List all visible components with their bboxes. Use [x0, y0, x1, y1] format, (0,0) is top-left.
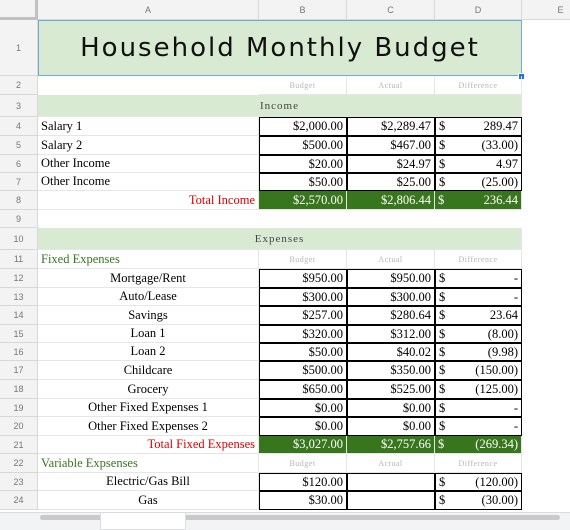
fixed-row-8-label[interactable]: Other Fixed Expenses 1 [38, 399, 259, 417]
variable-row-2-difference-value: (30.00) [481, 493, 518, 507]
fixed-row-3-difference[interactable] [435, 306, 522, 325]
fixed-row-6-label[interactable]: Childcare [38, 361, 259, 380]
total-fixed-expenses-label[interactable]: Total Fixed Expenses [38, 436, 259, 454]
total-fixed-expenses-currency: $ [438, 437, 445, 451]
fixed-row-9-difference[interactable] [435, 417, 522, 436]
fixed-row-8-budget[interactable]: $0.00 [259, 399, 347, 417]
row-header-24[interactable]: 24 [0, 491, 38, 510]
fixed-budget-head[interactable]: Budget [259, 250, 347, 269]
fixed-row-7-actual[interactable]: $525.00 [347, 380, 435, 399]
fixed-row-6-currency: $ [439, 363, 446, 377]
fixed-row-9-currency: $ [439, 419, 446, 433]
fixed-row-5-label[interactable]: Loan 2 [38, 343, 259, 361]
income-row-1-budget[interactable]: $2,000.00 [259, 117, 347, 136]
row-header-11[interactable]: 11 [0, 250, 38, 269]
variable-row-2-budget[interactable]: $30.00 [259, 491, 347, 510]
income-row-1-difference-value: 289.47 [483, 119, 518, 133]
income-actual-head[interactable]: Actual [347, 76, 435, 95]
row-header-12[interactable]: 12 [0, 269, 38, 288]
income-row-1-difference[interactable] [435, 117, 522, 136]
income-row-3-difference[interactable] [435, 155, 522, 173]
variable-row-2-currency: $ [439, 493, 446, 507]
row-header-21[interactable]: 21 [0, 436, 38, 454]
fixed-row-6-difference-value: (150.00) [475, 363, 518, 377]
income-section-title[interactable]: Income [38, 95, 522, 117]
fixed-row-3-label[interactable]: Savings [38, 306, 259, 325]
fixed-row-7-difference-value: (125.00) [475, 382, 518, 396]
income-row-3-difference-value: 4.97 [496, 156, 518, 171]
total-income-difference-value: 236.44 [483, 192, 518, 207]
fixed-row-8-actual[interactable]: $0.00 [347, 399, 435, 417]
column-header-C[interactable]: C [347, 0, 435, 20]
variable-expenses-title[interactable]: Variable Expsenses [38, 454, 259, 473]
income-row-1-actual[interactable]: $2,289.47 [347, 117, 435, 136]
sheet-bottom-bar [0, 512, 570, 530]
fixed-row-5-difference-value: (9.98) [487, 344, 518, 359]
fixed-row-4-label[interactable]: Loan 1 [38, 325, 259, 343]
variable-row-1-actual[interactable] [347, 473, 435, 491]
fixed-row-2-currency: $ [439, 289, 446, 304]
income-row-2-budget[interactable]: $500.00 [259, 136, 347, 155]
column-header-B[interactable]: B [259, 0, 347, 20]
fixed-row-3-actual[interactable]: $280.64 [347, 306, 435, 325]
income-row-3-label[interactable]: Other Income [38, 155, 259, 173]
fixed-row-4-budget[interactable]: $320.00 [259, 325, 347, 343]
fixed-row-2-label[interactable]: Auto/Lease [38, 288, 259, 306]
income-row-4-label[interactable]: Other Income [38, 173, 259, 191]
variable-row-2-label[interactable]: Gas [38, 491, 259, 510]
row-header-6[interactable]: 6 [0, 155, 38, 173]
fixed-row-9-label[interactable]: Other Fixed Expenses 2 [38, 417, 259, 436]
variable-row-1-currency: $ [439, 474, 446, 489]
row-header-8[interactable]: 8 [0, 191, 38, 210]
fixed-row-8-difference[interactable] [435, 399, 522, 417]
fixed-row-8-currency: $ [439, 400, 446, 415]
fixed-row-9-difference-value: - [513, 419, 518, 433]
row-header-13[interactable]: 13 [0, 288, 38, 306]
income-row-1-label[interactable]: Salary 1 [38, 117, 259, 136]
variable-budget-head[interactable]: Budget [259, 454, 347, 473]
fixed-actual-head[interactable]: Actual [347, 250, 435, 269]
income-budget-head[interactable]: Budget [259, 76, 347, 95]
row-header-22[interactable]: 22 [0, 454, 38, 473]
income-row-2-label[interactable]: Salary 2 [38, 136, 259, 155]
variable-row-1-budget[interactable]: $120.00 [259, 473, 347, 491]
income-row-4-difference[interactable] [435, 173, 522, 191]
fixed-row-9-actual[interactable]: $0.00 [347, 417, 435, 436]
income-row-3-actual[interactable]: $24.97 [347, 155, 435, 173]
fixed-row-1-difference[interactable] [435, 269, 522, 288]
variable-row-2-actual[interactable] [347, 491, 435, 510]
total-income-currency: $ [438, 192, 445, 207]
row-header-7[interactable]: 7 [0, 173, 38, 191]
select-all-corner[interactable] [0, 0, 38, 20]
column-header-D[interactable]: D [435, 0, 522, 20]
fixed-row-7-difference[interactable] [435, 380, 522, 399]
fixed-row-7-currency: $ [439, 382, 446, 396]
total-income-budget[interactable]: $2,570.00 [259, 191, 347, 210]
fixed-row-3-budget[interactable]: $257.00 [259, 306, 347, 325]
income-difference-head[interactable]: Difference [435, 76, 522, 95]
fixed-row-1-currency: $ [439, 271, 446, 285]
fixed-row-9-budget[interactable]: $0.00 [259, 417, 347, 436]
row-header-17[interactable]: 17 [0, 361, 38, 380]
variable-row-1-difference[interactable] [435, 473, 522, 491]
income-row-2-difference[interactable] [435, 136, 522, 155]
total-income-label[interactable]: Total Income [38, 191, 259, 210]
fixed-row-2-budget[interactable]: $300.00 [259, 288, 347, 306]
fixed-row-1-difference-value: - [513, 271, 518, 285]
row-header-1[interactable]: 1 [0, 20, 38, 76]
fixed-row-2-difference-value: - [513, 289, 518, 304]
fixed-row-3-currency: $ [439, 308, 446, 322]
row-header-5[interactable]: 5 [0, 136, 38, 155]
row-header-9[interactable]: 9 [0, 210, 38, 228]
income-row-2-difference-value: (33.00) [481, 138, 518, 152]
income-row-2-actual[interactable]: $467.00 [347, 136, 435, 155]
sheet-title[interactable]: Household Monthly Budget [38, 20, 522, 76]
income-row-3-currency: $ [439, 156, 446, 171]
row-header-23[interactable]: 23 [0, 473, 38, 491]
total-fixed-expenses-actual[interactable]: $2,757.66 [347, 436, 435, 454]
variable-row-1-difference-value: (120.00) [475, 474, 518, 489]
fixed-row-1-label[interactable]: Mortgage/Rent [38, 269, 259, 288]
fixed-row-4-actual[interactable]: $312.00 [347, 325, 435, 343]
row-header-4[interactable]: 4 [0, 117, 38, 136]
variable-difference-head[interactable]: Difference [435, 454, 522, 473]
row-header-18[interactable]: 18 [0, 380, 38, 399]
fixed-row-4-difference[interactable] [435, 325, 522, 343]
column-header-E[interactable]: E [522, 0, 570, 20]
variable-row-1-label[interactable]: Electric/Gas Bill [38, 473, 259, 491]
income-row-4-budget[interactable]: $50.00 [259, 173, 347, 191]
row-header-10[interactable]: 10 [0, 228, 38, 250]
fixed-row-4-difference-value: (8.00) [487, 326, 518, 341]
variable-row-2-difference[interactable] [435, 491, 522, 510]
income-row-2-currency: $ [439, 138, 446, 152]
fixed-difference-head[interactable]: Difference [435, 250, 522, 269]
row-header-16[interactable]: 16 [0, 343, 38, 361]
total-fixed-expenses-difference[interactable] [435, 436, 522, 454]
income-row-3-budget[interactable]: $20.00 [259, 155, 347, 173]
variable-actual-head[interactable]: Actual [347, 454, 435, 473]
fixed-row-8-difference-value: - [513, 400, 518, 415]
fixed-row-6-actual[interactable]: $350.00 [347, 361, 435, 380]
row-header-19[interactable]: 19 [0, 399, 38, 417]
income-row-4-currency: $ [439, 174, 446, 189]
column-header-A[interactable]: A [38, 0, 259, 20]
fixed-row-3-difference-value: 23.64 [489, 308, 518, 322]
row-header-20[interactable]: 20 [0, 417, 38, 436]
row-header-15[interactable]: 15 [0, 325, 38, 343]
total-income-difference[interactable] [435, 191, 522, 210]
fixed-row-2-actual[interactable]: $300.00 [347, 288, 435, 306]
income-row-4-difference-value: (25.00) [481, 174, 518, 189]
fixed-row-5-actual[interactable]: $40.02 [347, 343, 435, 361]
expenses-section-title[interactable]: Expenses [38, 228, 522, 250]
fixed-expenses-title[interactable]: Fixed Expenses [38, 250, 259, 269]
fixed-row-1-budget[interactable]: $950.00 [259, 269, 347, 288]
sheet-tab[interactable] [100, 513, 186, 530]
fixed-row-6-difference[interactable] [435, 361, 522, 380]
fixed-row-2-difference[interactable] [435, 288, 522, 306]
income-row-4-actual[interactable]: $25.00 [347, 173, 435, 191]
total-income-actual[interactable]: $2,806.44 [347, 191, 435, 210]
fixed-row-5-budget[interactable]: $50.00 [259, 343, 347, 361]
fixed-row-7-budget[interactable]: $650.00 [259, 380, 347, 399]
income-row-1-currency: $ [439, 119, 446, 133]
fixed-row-4-currency: $ [439, 326, 446, 341]
fixed-row-7-label[interactable]: Grocery [38, 380, 259, 399]
total-fixed-expenses-difference-value: (269.34) [475, 437, 518, 451]
fixed-row-5-currency: $ [439, 344, 446, 359]
row-header-2[interactable]: 2 [0, 76, 38, 95]
row-header-3[interactable]: 3 [0, 95, 38, 117]
row-header-14[interactable]: 14 [0, 306, 38, 325]
fixed-row-1-actual[interactable]: $950.00 [347, 269, 435, 288]
total-fixed-expenses-budget[interactable]: $3,027.00 [259, 436, 347, 454]
fixed-row-6-budget[interactable]: $500.00 [259, 361, 347, 380]
fixed-row-5-difference[interactable] [435, 343, 522, 361]
